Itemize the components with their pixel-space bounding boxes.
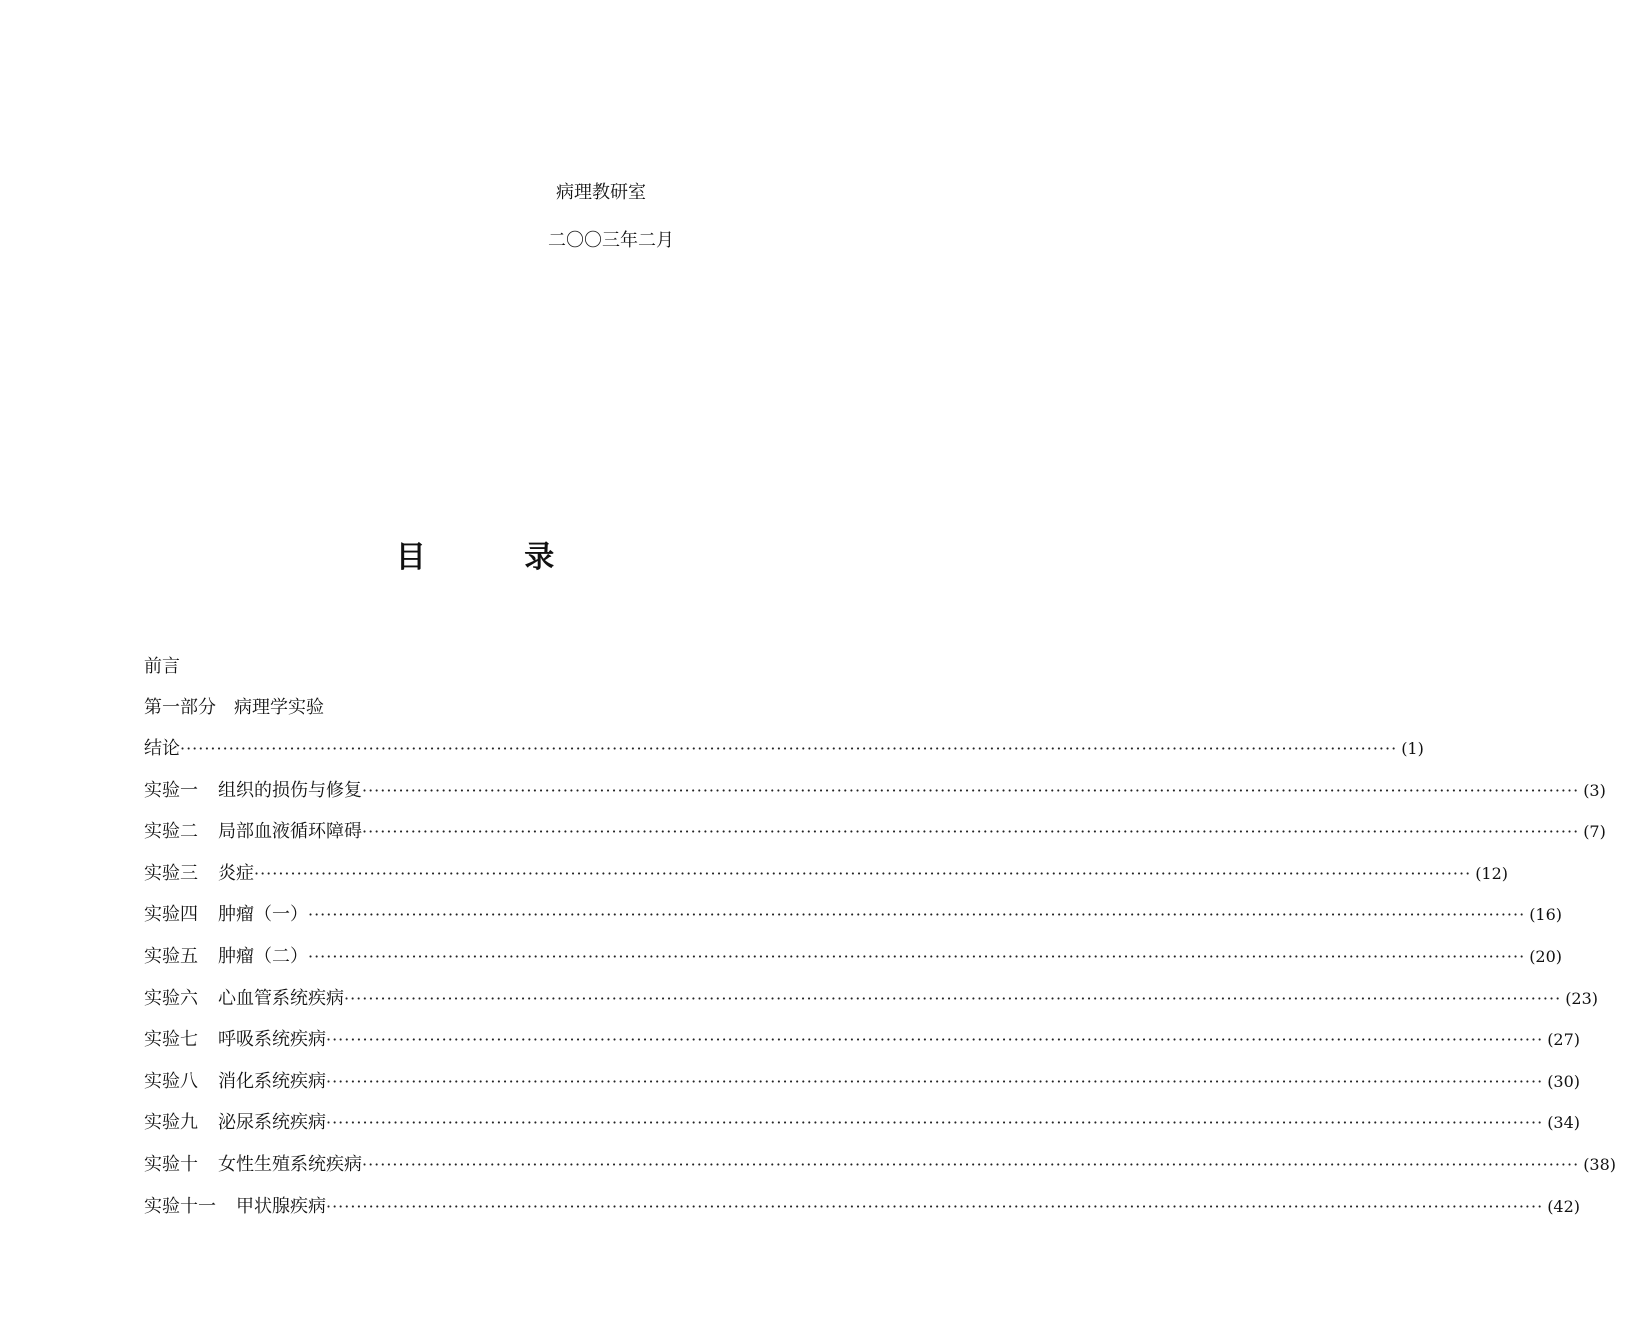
dot-leader: ········································································································································································································	[362, 1154, 1580, 1174]
toc-entry-title: 泌尿系统疾病	[218, 1112, 326, 1134]
toc-entry	[144, 737, 1424, 779]
dot-leader: ········································································································································································································	[254, 863, 1472, 883]
toc-entry-page: (27)	[1547, 1030, 1581, 1050]
publication-date: 二〇〇三年二月	[548, 230, 674, 251]
toc-entry	[144, 1028, 1581, 1070]
toc-entry-title: 组织的损伤与修复	[218, 779, 362, 801]
toc-part-one: 第一部分 病理学实验	[144, 697, 324, 718]
toc-entry	[144, 1111, 1581, 1153]
toc-entry-page: (16)	[1529, 905, 1563, 925]
toc-entry-number: 实验六	[144, 987, 198, 1009]
toc-entry-page: (1)	[1401, 739, 1424, 758]
toc-entry-label	[144, 737, 180, 761]
toc-entry-number: 实验四	[144, 904, 198, 926]
toc-preface: 前言	[144, 656, 180, 677]
toc-entry	[144, 903, 1563, 945]
toc-entry-number: 实验十一	[144, 1195, 216, 1217]
toc-entry-page: (42)	[1547, 1196, 1581, 1216]
toc-entry	[144, 862, 1509, 904]
toc-entry-title: 女性生殖系统疾病	[218, 1153, 362, 1175]
toc-entry-label	[144, 1153, 362, 1177]
toc-entry-label	[144, 1028, 326, 1052]
toc-entry-title: 结论	[144, 738, 180, 759]
toc-entry-label	[144, 1195, 326, 1219]
toc-entry-number: 实验七	[144, 1029, 198, 1051]
toc-entry-page: (23)	[1565, 988, 1599, 1008]
toc-entry-label	[144, 862, 254, 886]
toc-entry	[144, 1195, 1581, 1237]
toc-entry	[144, 987, 1599, 1029]
toc-entry-title: 甲状腺疾病	[236, 1195, 326, 1217]
toc-list	[144, 737, 1617, 1236]
dot-leader: ········································································································································································································	[362, 780, 1580, 800]
toc-entry-label	[144, 903, 308, 927]
toc-entry	[144, 1153, 1617, 1195]
toc-entry-page: (3)	[1583, 780, 1606, 800]
dot-leader: ········································································································································································································	[308, 905, 1526, 925]
dot-leader: ········································································································································································································	[362, 822, 1580, 842]
toc-entry-number: 实验二	[144, 821, 198, 843]
toc-entry-label	[144, 987, 344, 1011]
department-name: 病理教研室	[556, 182, 646, 203]
dot-leader: ········································································································································································································	[326, 1196, 1544, 1216]
toc-entry-label	[144, 1111, 326, 1135]
toc-entry-page: (12)	[1475, 863, 1509, 883]
toc-entry-title: 炎症	[218, 862, 254, 884]
dot-leader: ········································································································································································································	[326, 1030, 1544, 1050]
dot-leader: ········································································································································································································	[326, 1113, 1544, 1133]
toc-entry-label	[144, 945, 308, 969]
toc-entry	[144, 820, 1606, 862]
dot-leader: ········································································································································································································	[308, 946, 1526, 966]
dot-leader: ········································································································································································································	[180, 739, 1398, 758]
toc-entry-number: 实验九	[144, 1112, 198, 1134]
toc-entry-page: (34)	[1547, 1113, 1581, 1133]
toc-title: 目 录	[395, 540, 599, 575]
toc-entry-title: 呼吸系统疾病	[218, 1029, 326, 1051]
toc-entry-title: 肿瘤（二）	[218, 945, 308, 967]
toc-entry-page: (7)	[1583, 822, 1606, 842]
dot-leader: ········································································································································································································	[344, 988, 1562, 1008]
toc-entry-number: 实验五	[144, 945, 198, 967]
toc-entry-label	[144, 1070, 326, 1094]
toc-entry	[144, 1070, 1581, 1112]
toc-entry-title: 消化系统疾病	[218, 1070, 326, 1092]
toc-entry	[144, 779, 1606, 821]
toc-entry-label	[144, 779, 362, 803]
toc-entry-number: 实验一	[144, 779, 198, 801]
toc-entry-title: 肿瘤（一）	[218, 904, 308, 926]
toc-entry-label	[144, 820, 362, 844]
toc-entry-page: (30)	[1547, 1071, 1581, 1091]
toc-entry-page: (38)	[1583, 1154, 1617, 1174]
toc-entry-number: 实验三	[144, 862, 198, 884]
toc-entry	[144, 945, 1563, 987]
toc-entry-page: (20)	[1529, 946, 1563, 966]
dot-leader: ········································································································································································································	[326, 1071, 1544, 1091]
toc-entry-number: 实验八	[144, 1070, 198, 1092]
toc-entry-number: 实验十	[144, 1153, 198, 1175]
toc-entry-title: 心血管系统疾病	[218, 987, 344, 1009]
toc-entry-title: 局部血液循环障碍	[218, 821, 362, 843]
